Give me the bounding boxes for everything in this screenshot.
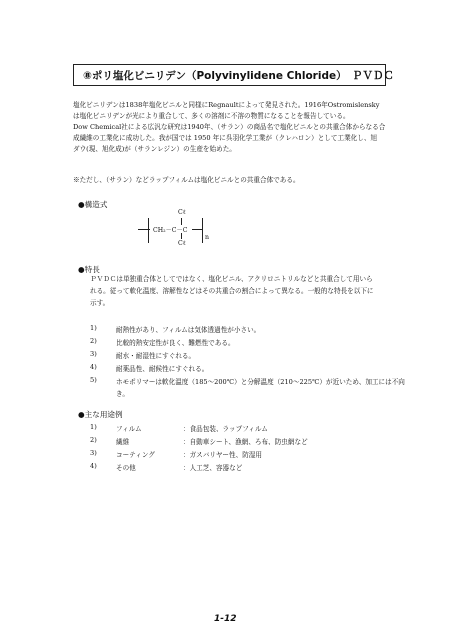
page-title: ⑧ポリ塩化ビニリデン（Polyvinylidene Chloride） ＰＶＤＣ — [83, 70, 394, 82]
intro-line-3: Dow Chemical社による広汎な研究は1940年、（サラン）の商品名で塩化ビニルとの共重合体からなる合 — [73, 123, 386, 131]
use-desc-3: ：ガスバリヤー性、防湿用 — [183, 451, 262, 459]
note: ※ただし、（サラン）などラップフィルムは塩化ビニルとの共重合体である。 — [73, 176, 300, 184]
use-name-2: 繊維 — [116, 438, 130, 446]
use-num-3: 3) — [90, 449, 97, 457]
intro-line-2: は塩化ビニリデンが光により重合して、多くの溶剤に不溶の物質になることを報告している。 — [73, 112, 350, 120]
title-box — [73, 64, 394, 86]
formula-bracket-left — [148, 218, 149, 243]
feature-num-1: 1) — [90, 324, 97, 332]
features-para-3: 示す。 — [90, 299, 110, 307]
features-para-1: ＰＶＤＣは単独重合体としてではなく、塩化ビニル、アクリロニトリルなどと共重合して用いら — [90, 275, 373, 283]
feature-num-4: 4) — [90, 363, 97, 371]
feature-num-5: 5) — [90, 376, 97, 384]
formula-main: CH₂－C－C — [153, 227, 188, 234]
feature-num-3: 3) — [90, 350, 97, 358]
use-desc-2: ：自動車シート、漁網、ろ布、防虫網など — [183, 438, 308, 446]
intro-line-5: ダウ(現、旭化成)が（サランレジン）の生産を始めた。 — [73, 145, 236, 153]
use-name-1: フィルム — [116, 425, 142, 433]
features-heading: ●特長 — [78, 265, 100, 274]
page-number: 1-12 — [214, 614, 237, 624]
use-num-2: 2) — [90, 436, 97, 444]
use-desc-1: ：食品包装、ラップフィルム — [183, 425, 268, 433]
structural-formula — [138, 208, 228, 250]
intro-line-1: 塩化ビニリデンは1838年塩化ビニルと同様にRegnaultによって発見された。1916年Ostromislensky — [73, 101, 380, 109]
use-name-4: その他 — [116, 464, 136, 472]
use-num-1: 1) — [90, 423, 97, 431]
intro-line-4: 成繊維の工業化に成功した。我が国では 1950 年に呉羽化学工業が（クレハロン）として工業化し、旭 — [73, 134, 378, 142]
formula-bracket-right — [202, 218, 203, 243]
formula-bond-top — [181, 218, 182, 225]
feature-text-2: 比較的熱安定性が良く、難燃性である。 — [116, 339, 235, 347]
formula-subscript: n — [205, 234, 209, 241]
feature-text-5: ホモポリマーは軟化温度（185～200℃）と分解温度（210～225℃）が近いため、加工には不向 — [116, 378, 405, 386]
formula-top-atom: Cℓ — [178, 209, 186, 216]
feature-text-3: 耐水・耐湿性にすぐれる。 — [116, 352, 196, 360]
structure-heading: ●構造式 — [78, 200, 108, 209]
formula-bond-bottom — [181, 233, 182, 239]
use-desc-4: ：人工芝、容器など — [183, 464, 243, 472]
use-num-4: 4) — [90, 462, 97, 470]
uses-heading: ●主な用途例 — [78, 410, 123, 419]
features-para-2: れる。従って軟化温度、溶解性などはその共重合の割合によって異なる。一般的な特長を以下に — [90, 287, 374, 295]
feature-text-5-cont: き。 — [116, 390, 129, 398]
formula-bond-right — [192, 229, 202, 230]
feature-num-2: 2) — [90, 337, 97, 345]
feature-text-1: 耐熱性があり、フィルムは気体透過性が小さい。 — [116, 326, 261, 334]
feature-text-4: 耐薬品性、耐候性にすぐれる。 — [116, 365, 209, 373]
use-name-3: コーティング — [116, 451, 155, 459]
formula-bottom-atom: Cℓ — [178, 240, 186, 247]
